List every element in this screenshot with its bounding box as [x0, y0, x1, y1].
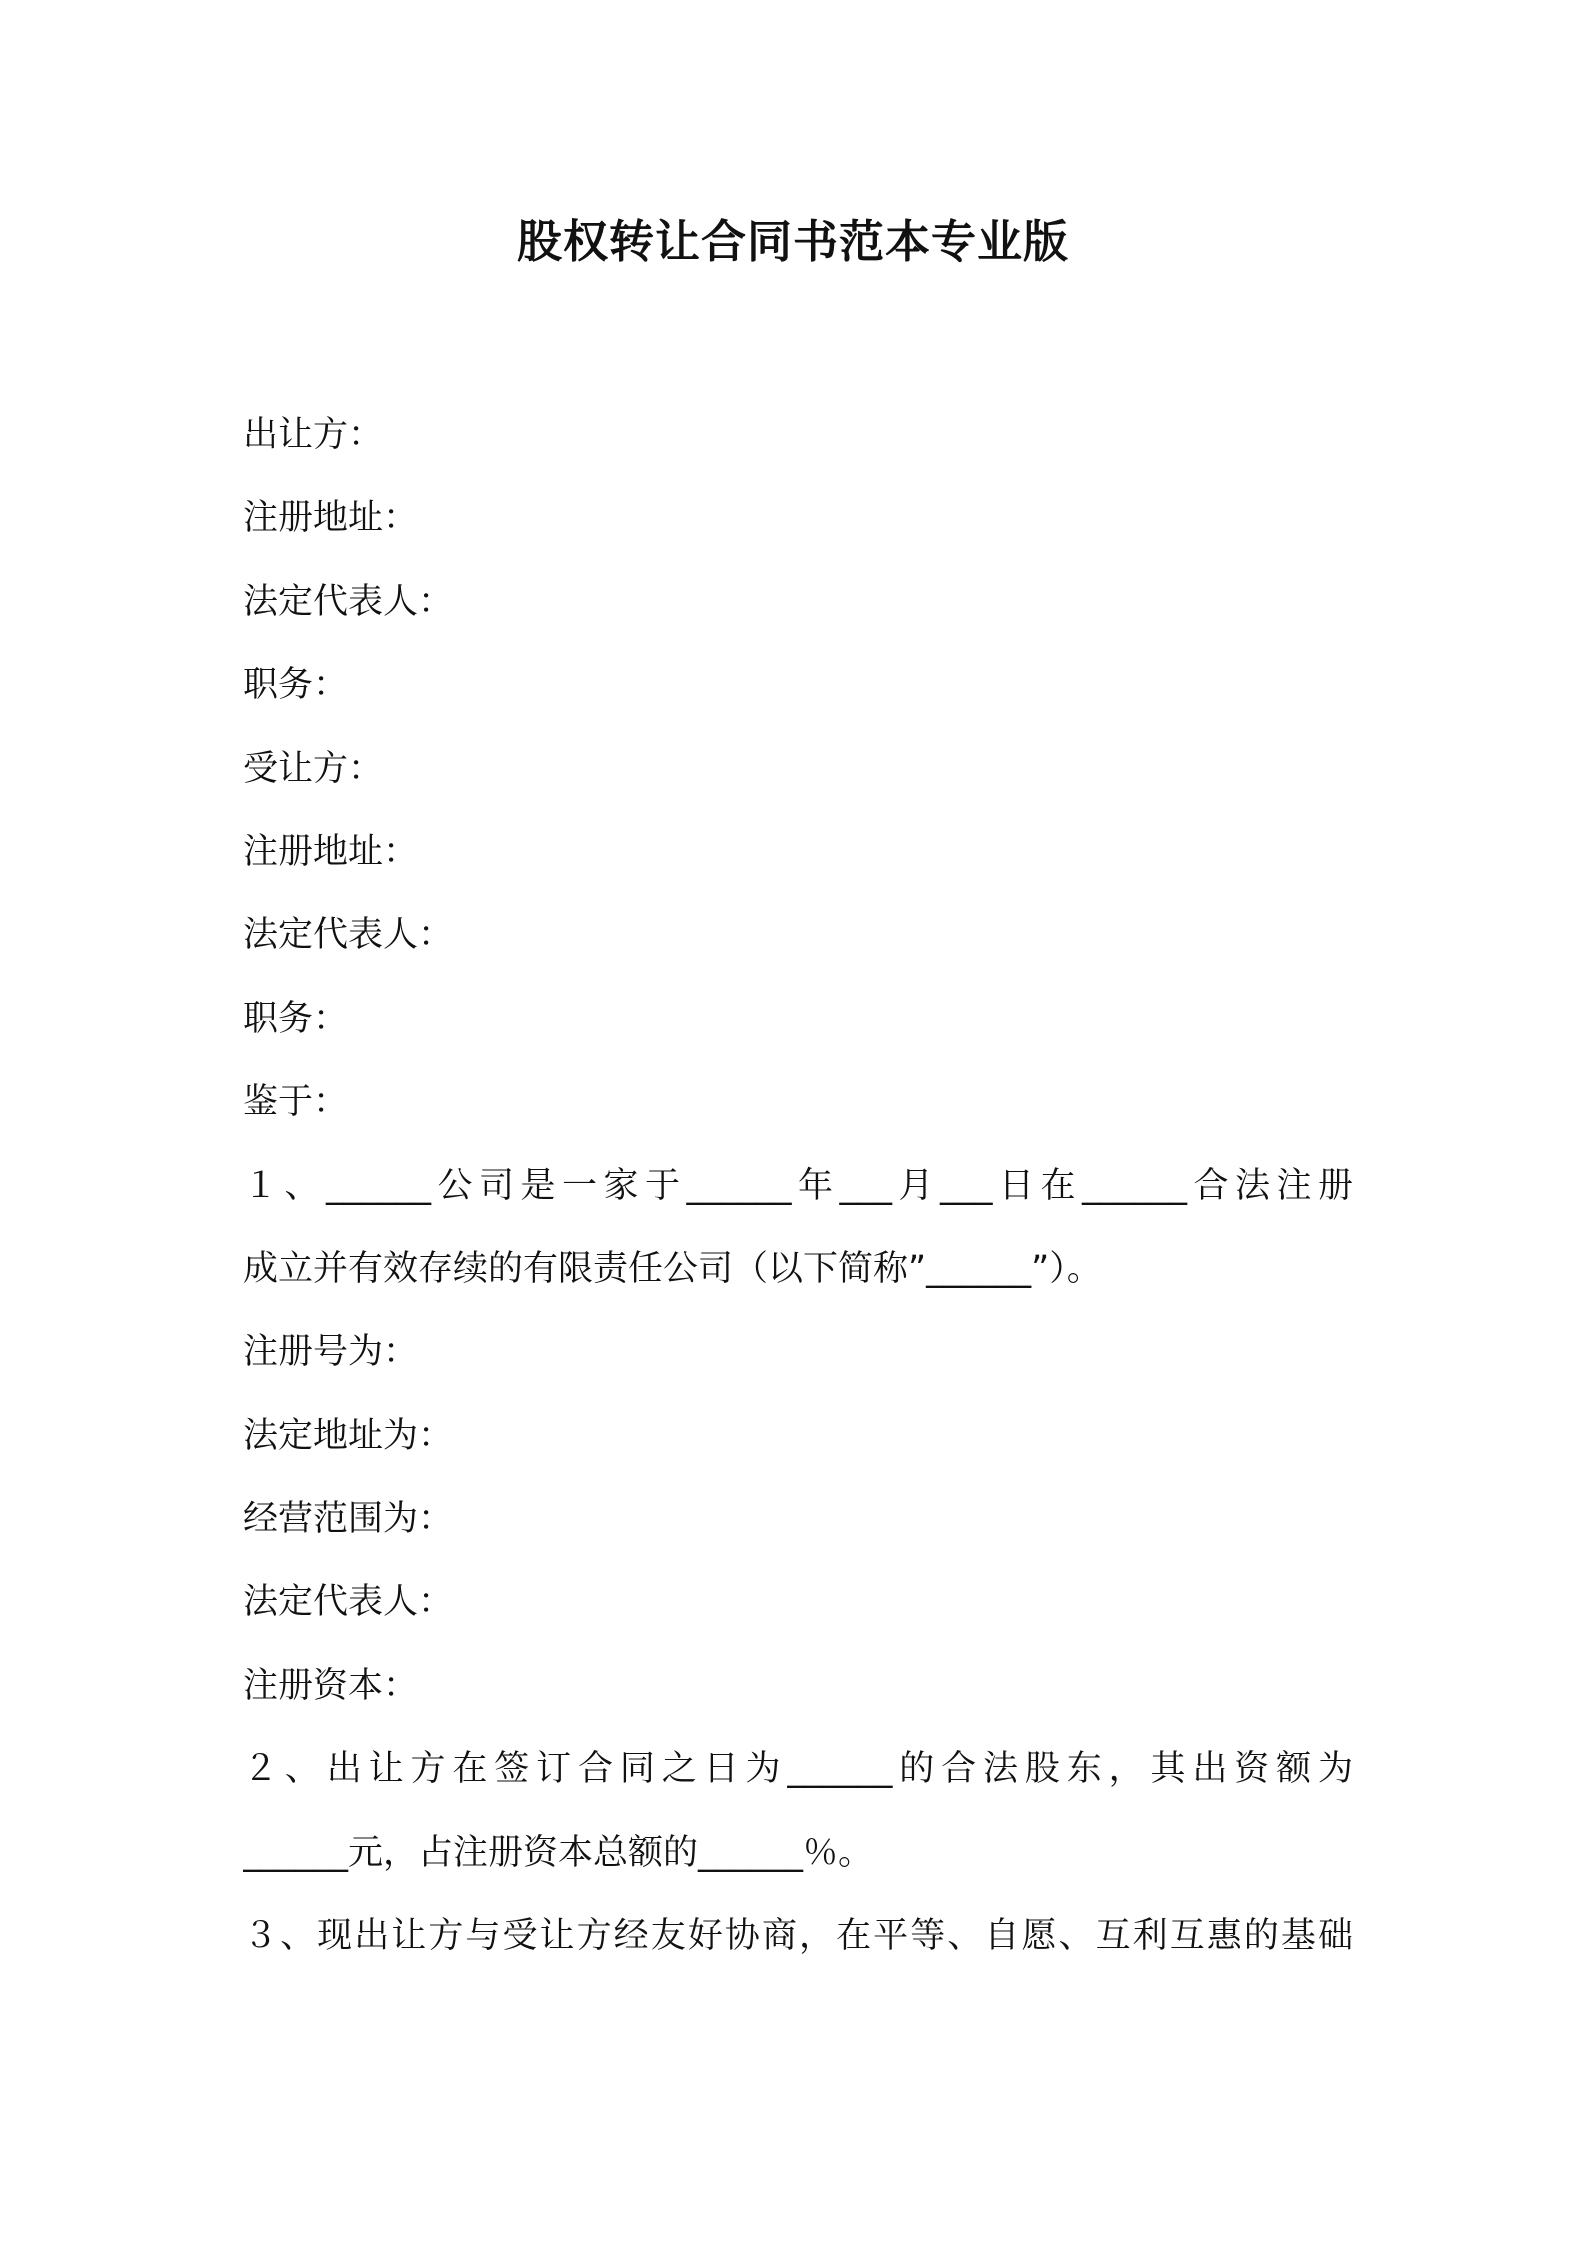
- paragraph-line: 职务：: [243, 665, 349, 706]
- paragraph-line: 法定代表人：: [243, 1582, 454, 1623]
- paragraph-line: 注册地址：: [243, 498, 419, 539]
- paragraph-line: ２、出让方在签订合同之日为______的合法股东，其出资额为: [243, 1749, 1353, 1790]
- paragraph-line: 法定地址为：: [243, 1415, 454, 1456]
- paragraph-line: 注册资本：: [243, 1665, 419, 1706]
- document-body: [243, 405, 1353, 1989]
- paragraph-line: 出让方：: [243, 415, 384, 455]
- paragraph-line: ３、现出让方与受让方经友好协商，在平等、自愿、互利互惠的基础: [243, 1916, 1353, 1957]
- paragraph-line: 受让方：: [243, 748, 384, 789]
- paragraph-line: 法定代表人：: [243, 581, 454, 622]
- paragraph-line: ______元，占注册资本总额的______％。: [243, 1832, 874, 1873]
- document-title: 股权转让合同书范本专业版: [516, 215, 1069, 268]
- paragraph-line: 鉴于：: [243, 1082, 349, 1123]
- paragraph-line: 职务：: [243, 998, 349, 1039]
- paragraph-line: 成立并有效存续的有限责任公司（以下简称”______”）。: [243, 1248, 1102, 1289]
- paragraph-line: １、______公司是一家于______年___月___日在______合法注册: [243, 1165, 1353, 1206]
- paragraph-line: 注册地址：: [243, 831, 419, 872]
- paragraph-line: 经营范围为：: [243, 1499, 454, 1540]
- paragraph-line: 注册号为：: [243, 1332, 419, 1373]
- paragraph-line: 法定代表人：: [243, 915, 454, 956]
